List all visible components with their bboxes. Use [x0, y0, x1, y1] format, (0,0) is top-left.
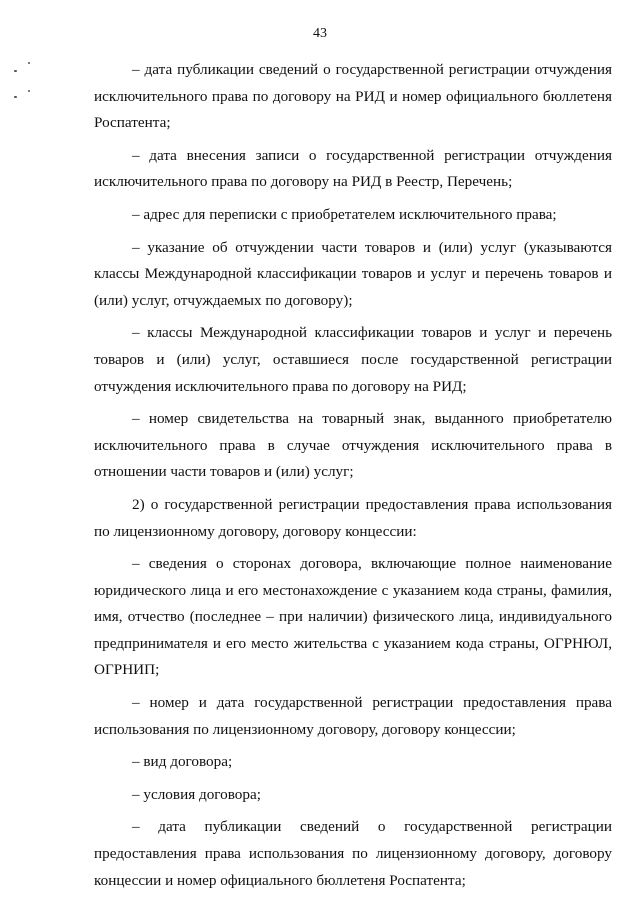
- paragraph: – дата публикации сведений о государственной регистрации отчуждения исключительного права по договору на РИД и номер официального бюллетеня Роспатента;: [94, 61, 612, 132]
- paragraph: – сведения о сторонах договора, включающие полное наименование юридического лица и его местонахождение с указанием кода страны, фамилия, имя, отчество (последнее – при наличии) физического лица, индивидуального предпринимателя и его место жительства с указанием кода страны, ОГРНЮЛ, ОГРНИП;: [94, 555, 612, 679]
- paragraph: – номер и дата государственной регистрации предоставления права использования по лицензионному договору, договору концессии;: [94, 694, 612, 738]
- scan-mark: [28, 90, 30, 92]
- paragraph: – дата внесения записи о государственной регистрации отчуждения исключительного права по договору на РИД в Реестр, Перечень;: [94, 146, 612, 191]
- paragraph: 2) о государственной регистрации предоставления права использования по лицензионному договору, договору концессии:: [94, 495, 612, 540]
- scan-mark: [14, 70, 17, 72]
- paragraph: – дата публикации сведений о государственной регистрации предоставления права использования по лицензионному договору, договору концессии и номер официального бюллетеня Роспатента;: [94, 818, 612, 889]
- scan-mark: [14, 96, 17, 98]
- paragraph: – адрес для переписки с приобретателем исключительного права;: [132, 205, 557, 223]
- page-number: 43: [313, 26, 327, 41]
- paragraph: – классы Международной классификации товаров и услуг и перечень товаров и (или) услуг, оставшиеся после государственной регистрации отчуждения исключительного права по договору на РИД;: [94, 324, 612, 395]
- paragraph: – номер свидетельства на товарный знак, выданного приобретателю исключительного права в случае отчуждения исключительного права в отношении части товаров и (или) услуг;: [94, 410, 612, 481]
- document-body: [94, 57, 612, 894]
- paragraph: – вид договора;: [132, 753, 233, 771]
- paragraph: – условия договора;: [132, 785, 261, 803]
- paragraph: – указание об отчуждении части товаров и (или) услуг (указываются классы Международной классификации товаров и услуг и перечень товаров и (или) услуг, отчуждаемых по договору);: [94, 238, 612, 309]
- scan-mark: [28, 62, 30, 64]
